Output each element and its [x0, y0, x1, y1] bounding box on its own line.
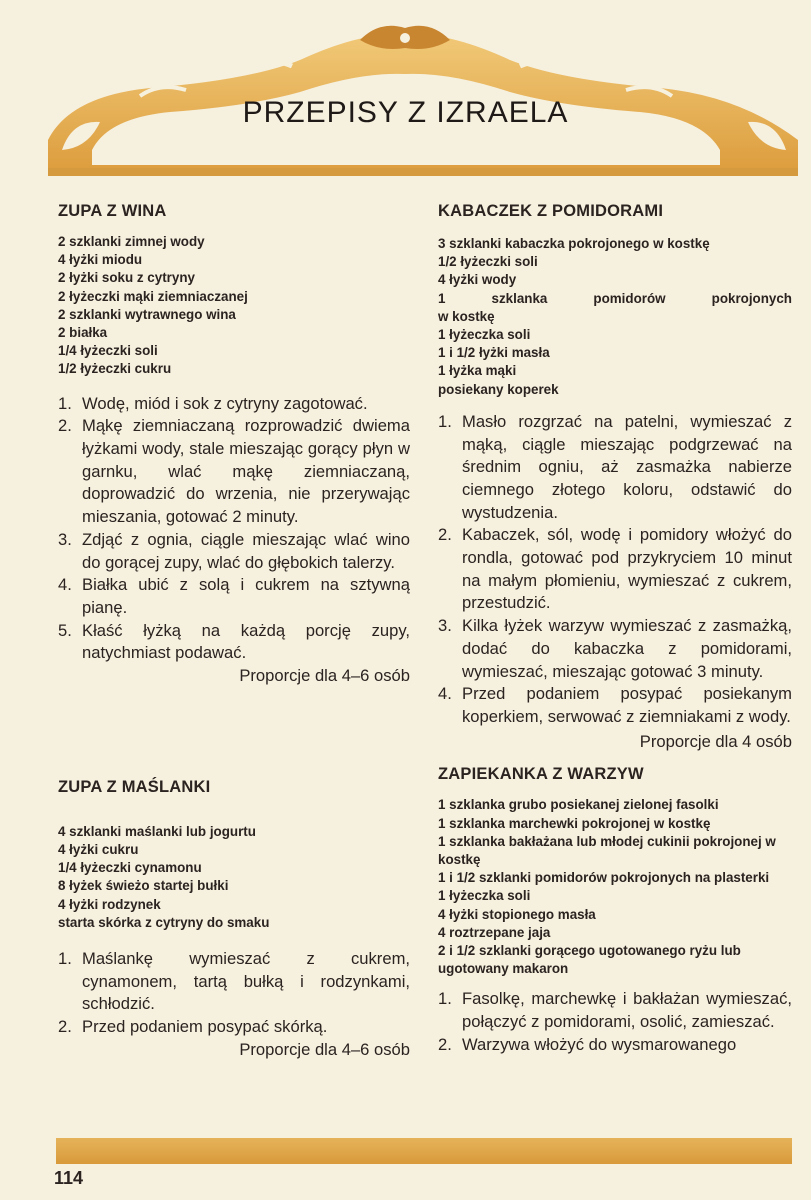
ingredient: 8 łyżek świeżo startej bułki [58, 878, 229, 894]
recipe-title: ZUPA Z WINA [58, 202, 167, 220]
recipe-kabaczek-z-pomidorami [438, 202, 792, 753]
recipe-title: KABACZEK Z POMIDORAMI [438, 202, 664, 220]
header-banner [0, 0, 811, 190]
ingredient: 1/2 łyżeczki soli [438, 254, 538, 270]
ingredient: 4 łyżki miodu [58, 252, 143, 268]
ingredient: 1 łyżka mąki [438, 363, 517, 379]
servings: Proporcje dla 4 osób [639, 731, 792, 751]
step: 3. Zdjąć z ognia, ciągle mieszając wlać wino do gorącej zupy, wlać do głębokich talerzy. [58, 529, 410, 572]
ingredient: 4 szklanki maślanki lub jogurtu [58, 823, 256, 839]
ingredient-list [58, 823, 410, 932]
recipe-title: ZUPA Z MAŚLANKI [58, 777, 211, 796]
ingredient: 1 szklanka bakłażana lub młodej cukinii pokrojonej w kostkę [438, 833, 776, 867]
page-number: 114 [54, 1168, 84, 1188]
ingredient-list [438, 235, 792, 399]
recipe-zapiekanka-z-warzyw [438, 765, 792, 1056]
ingredient: 1 szklanka pomidorów pokrojonych [438, 290, 792, 306]
recipe-zupa-z-maslanki [58, 778, 410, 1062]
recipe-title: ZAPIEKANKA Z WARZYW [438, 765, 644, 784]
footer-decorative-bar [56, 1138, 792, 1164]
step: 4. Białka ubić z solą i cukrem na sztywną pianę. [58, 575, 410, 617]
servings: Proporcje dla 4–6 osób [239, 666, 410, 686]
ingredient: 1/4 łyżeczki soli [58, 343, 158, 359]
step: 2. Kabaczek, sól, wodę i pomidory włożyć do rondla, gotować pod przykryciem 10 minut na małym płomieniu, wymieszać z cukrem, przestudzić. [438, 525, 792, 613]
ingredient: 1/4 łyżeczki cynamonu [58, 860, 202, 876]
step: 2. Mąkę ziemniaczaną rozprowadzić dwiema łyżkami wody, stale mieszając gorący płyn w garnku, wlać mąkę ziemniaczaną, doprowadzić do wrzenia, nie przerywając mieszania, gotować 2 minuty. [58, 416, 410, 527]
step: 1. Masło rozgrzać na patelni, wymieszać z mąką, ciągle mieszając podgrzewać na średnim ogniu, aż zasmażka nabierze ciemnego złotego koloru, odstawić do wystudzenia. [438, 411, 792, 522]
ingredient: 1 i 1/2 łyżki masła [438, 345, 550, 361]
ingredient: 4 łyżki wody [438, 272, 517, 288]
ingredient: 1 i 1/2 szklanki pomidorów pokrojonych na plasterki [438, 870, 770, 886]
ingredient: 4 łyżki stopionego masła [438, 906, 596, 922]
step: 1. Maślankę wymieszać z cukrem, cynamonem, tartą bułką i rodzynkami, schłodzić. [58, 948, 410, 1014]
ingredient: 3 szklanki kabaczka pokrojonego w kostkę [438, 236, 710, 251]
right-column [438, 202, 792, 1057]
step-list [438, 988, 792, 1056]
ingredient: 2 i 1/2 szklanki gorącego ugotowanego ryżu lub ugotowany makaron [438, 943, 741, 977]
ingredient: 1 łyżeczka soli [438, 888, 531, 904]
ingredient-list [58, 233, 410, 379]
page-title: PRZEPISY Z IZRAELA [242, 96, 569, 129]
ingredient: 2 szklanki wytrawnego wina [58, 306, 236, 322]
step-list [58, 393, 410, 665]
ornamental-frame-icon [0, 0, 811, 190]
step: 5. Kłaść łyżką na każdą porcję zupy, natychmiast podawać. [58, 620, 410, 663]
ingredient: 4 łyżki cukru [58, 841, 139, 857]
step: 2. Warzywa włożyć do wysmarowanego [438, 1034, 737, 1054]
ingredient: starta skórka z cytryny do smaku [58, 914, 270, 930]
ingredient: 1 szklanka grubo posiekanej zielonej fasolki [438, 797, 719, 813]
servings: Proporcje dla 4–6 osób [239, 1039, 410, 1059]
ingredient: 1/2 łyżeczki cukru [58, 361, 172, 377]
ingredient: w kostkę [438, 308, 495, 324]
ingredient: 2 szklanki zimnej wody [58, 234, 205, 249]
ingredient: 1 szklanka marchewki pokrojonej w kostkę [438, 815, 711, 831]
ingredient: 2 łyżeczki mąki ziemniaczanej [58, 288, 248, 304]
ingredient: 1 łyżeczka soli [438, 327, 531, 343]
step: 2. Przed podaniem posypać skórką. [58, 1017, 328, 1037]
step: 1. Fasolkę, marchewkę i bakłażan wymieszać, połączyć z pomidorami, osolić, zamieszać. [438, 989, 792, 1032]
step-list [58, 948, 410, 1039]
ingredient: 4 łyżki rodzynek [58, 896, 161, 912]
left-column [58, 202, 410, 1062]
ingredient: 2 białka [58, 325, 108, 341]
ingredient-list [438, 796, 792, 978]
ingredient: posiekany koperek [438, 381, 559, 397]
step: 4. Przed podaniem posypać posiekanym koperkiem, serwować z ziemniakami z wody. [438, 684, 792, 726]
step: 1. Wodę, miód i sok z cytryny zagotować. [58, 393, 368, 413]
step-list [438, 411, 792, 729]
ingredient: 2 łyżki soku z cytryny [58, 270, 195, 286]
recipe-zupa-z-wina [58, 202, 410, 688]
ingredient: 4 roztrzepane jaja [438, 924, 551, 940]
step: 3. Kilka łyżek warzyw wymieszać z zasmażką, dodać do kabaczka z pomidorami, wymieszać, mieszając gotować 3 minuty. [438, 616, 792, 681]
